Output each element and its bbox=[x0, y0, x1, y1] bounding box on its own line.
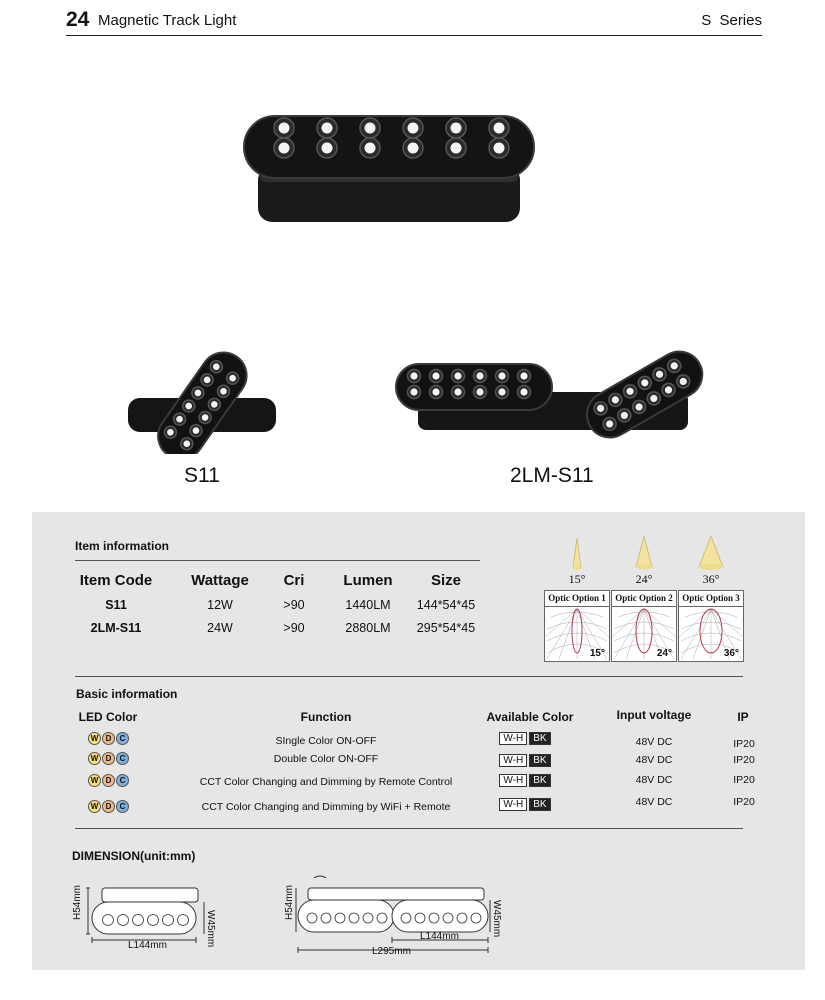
divider bbox=[75, 560, 480, 561]
beam-angle: 24° bbox=[635, 572, 653, 586]
available-color-cell bbox=[480, 798, 570, 811]
available-color-cell bbox=[480, 754, 570, 767]
lm2-height-label: H54mm bbox=[284, 884, 295, 920]
white-color-option: W-H bbox=[499, 798, 527, 811]
cri-cell: >90 bbox=[283, 598, 305, 612]
s11-width-label: W45mm bbox=[205, 910, 216, 948]
wattage-cell: 12W bbox=[207, 598, 233, 612]
optic-options bbox=[544, 536, 744, 662]
warm-dot: W bbox=[88, 732, 101, 745]
optic-label: Optic Option 2 bbox=[612, 591, 676, 607]
daylight-dot: D bbox=[102, 774, 115, 787]
col-available-color: Available Color bbox=[486, 710, 574, 724]
daylight-dot: D bbox=[102, 752, 115, 765]
basic-info-title: Basic information bbox=[76, 687, 178, 701]
led-color-dots bbox=[84, 752, 134, 765]
track-light-main-image bbox=[238, 110, 540, 228]
ip-cell: IP20 bbox=[733, 796, 755, 808]
warm-dot: W bbox=[88, 800, 101, 813]
white-color-option: W-H bbox=[499, 754, 527, 767]
cri-cell: >90 bbox=[283, 621, 305, 635]
table-row bbox=[76, 598, 486, 621]
divider bbox=[75, 676, 743, 677]
size-cell: 295*54*45 bbox=[416, 621, 476, 635]
table-row bbox=[76, 732, 755, 752]
ip-cell: IP20 bbox=[733, 754, 755, 766]
available-color-cell bbox=[480, 732, 570, 745]
white-color-option: W-H bbox=[499, 774, 527, 787]
black-color-option: BK bbox=[529, 774, 550, 787]
item-table-header bbox=[76, 572, 486, 598]
daylight-dot: D bbox=[102, 732, 115, 745]
warm-dot: W bbox=[88, 774, 101, 787]
col-function: Function bbox=[300, 710, 352, 724]
white-color-option: W-H bbox=[499, 732, 527, 745]
s11-dimension-drawing bbox=[86, 884, 216, 948]
item-table bbox=[76, 572, 486, 644]
wattage-cell: 24W bbox=[207, 621, 233, 635]
ip-cell: IP20 bbox=[733, 738, 755, 750]
lm2-width-label: W45mm bbox=[491, 900, 502, 938]
table-row bbox=[76, 621, 486, 644]
page-header bbox=[66, 6, 762, 36]
beam-angle: 15° bbox=[568, 572, 586, 586]
lumen-cell: 2880LM bbox=[345, 621, 391, 635]
item-code-cell: 2LM-S11 bbox=[90, 621, 142, 635]
2lm-s11-product-image bbox=[392, 346, 712, 446]
spec-panel bbox=[32, 512, 805, 970]
beam-cone-icon bbox=[696, 536, 726, 572]
basic-info-table bbox=[76, 708, 755, 813]
lm2-unit-length-label: L144mm bbox=[420, 931, 459, 942]
polar-diagram bbox=[611, 590, 677, 662]
polar-angle: 36° bbox=[723, 648, 739, 659]
col-cri: Cri bbox=[283, 572, 305, 589]
divider bbox=[75, 828, 743, 829]
col-ip: IP bbox=[737, 710, 749, 724]
basic-table-header bbox=[76, 708, 749, 732]
dimension-title: DIMENSION(unit:mm) bbox=[72, 849, 196, 863]
item-info-title: Item information bbox=[75, 539, 170, 553]
beam-cone-icon bbox=[631, 536, 657, 572]
led-color-dots bbox=[84, 800, 134, 813]
black-color-option: BK bbox=[529, 798, 550, 811]
col-wattage: Wattage bbox=[191, 572, 249, 589]
lm2-total-length-label: L295mm bbox=[372, 946, 411, 957]
ip-cell: IP20 bbox=[733, 774, 755, 786]
cool-dot: C bbox=[116, 800, 129, 813]
polar-angle: 24° bbox=[656, 648, 672, 659]
series-label: S Series bbox=[701, 12, 762, 29]
black-color-option: BK bbox=[529, 754, 550, 767]
polar-diagram bbox=[678, 590, 744, 662]
optic-label: Optic Option 1 bbox=[545, 591, 609, 607]
s11-model-label: S11 bbox=[184, 464, 220, 487]
voltage-cell: 48V DC bbox=[635, 736, 673, 748]
lumen-cell: 1440LM bbox=[345, 598, 391, 612]
page-number: 24 bbox=[66, 8, 90, 31]
s11-product-image bbox=[124, 330, 280, 454]
polar-diagram bbox=[544, 590, 610, 662]
cool-dot: C bbox=[116, 774, 129, 787]
led-color-dots bbox=[84, 732, 134, 745]
function-cell: CCT Color Changing and Dimming by WiFi + Remote bbox=[201, 801, 451, 813]
optic-label: Optic Option 3 bbox=[679, 591, 743, 607]
col-size: Size bbox=[430, 572, 461, 589]
s11-height-label: H54mm bbox=[72, 884, 83, 920]
table-row bbox=[76, 774, 755, 794]
table-row bbox=[76, 796, 755, 818]
2lm-s11-model-label: 2LM-S11 bbox=[510, 464, 594, 487]
warm-dot: W bbox=[88, 752, 101, 765]
page-title: Magnetic Track Light bbox=[98, 12, 237, 29]
col-input-voltage: Input voltage bbox=[616, 708, 692, 722]
polar-angle: 15° bbox=[589, 648, 605, 659]
beam-cone-icon bbox=[566, 538, 588, 572]
voltage-cell: 48V DC bbox=[635, 796, 673, 808]
size-cell: 144*54*45 bbox=[416, 598, 476, 612]
s11-length-label: L144mm bbox=[128, 940, 167, 951]
function-cell: SIngle Color ON-OFF bbox=[275, 735, 377, 747]
voltage-cell: 48V DC bbox=[635, 754, 673, 766]
black-color-option: BK bbox=[529, 732, 550, 745]
led-color-dots bbox=[84, 774, 134, 787]
col-led-color: LED Color bbox=[78, 710, 138, 724]
beam-angle: 36° bbox=[702, 572, 720, 586]
function-cell: CCT Color Changing and Dimming by Remote Control bbox=[199, 776, 453, 788]
voltage-cell: 48V DC bbox=[635, 774, 673, 786]
daylight-dot: D bbox=[102, 800, 115, 813]
function-cell: Double Color ON-OFF bbox=[273, 753, 379, 765]
col-item-code: Item Code bbox=[79, 572, 153, 589]
cool-dot: C bbox=[116, 732, 129, 745]
available-color-cell bbox=[480, 774, 570, 787]
item-code-cell: S11 bbox=[105, 598, 127, 612]
table-row bbox=[76, 752, 755, 772]
cool-dot: C bbox=[116, 752, 129, 765]
col-lumen: Lumen bbox=[343, 572, 393, 589]
